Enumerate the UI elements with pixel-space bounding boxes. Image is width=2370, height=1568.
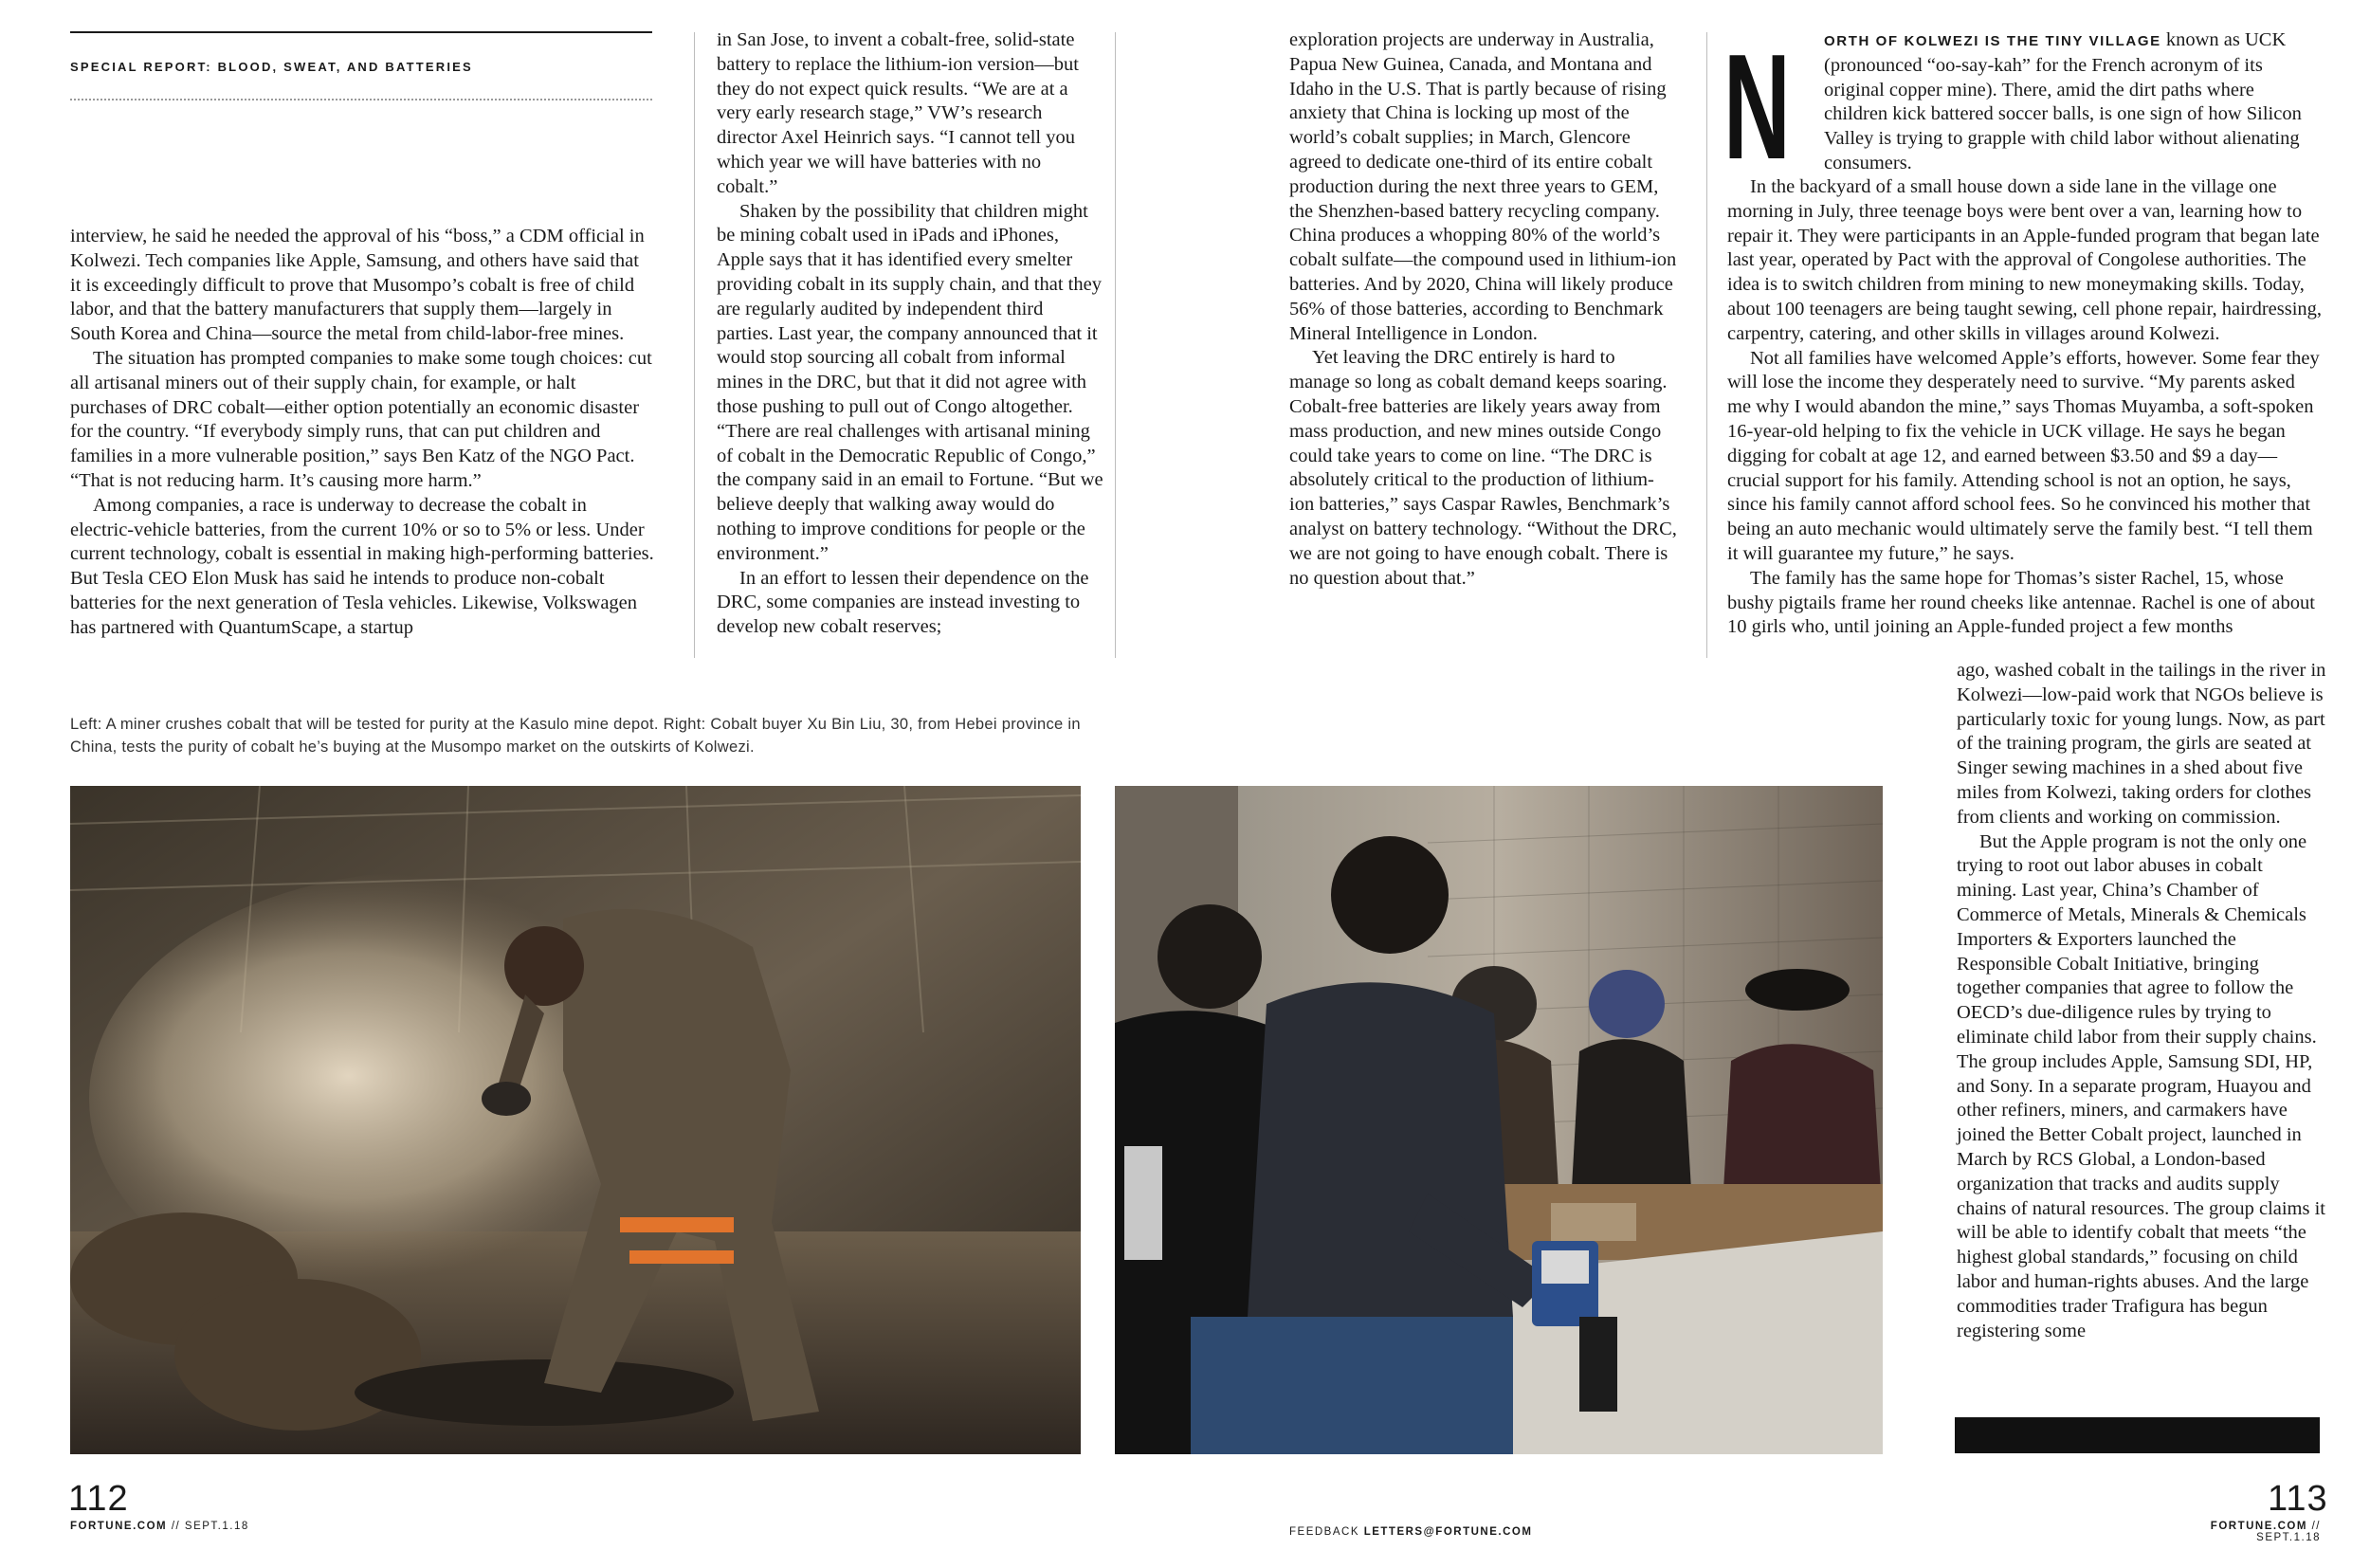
footer-left: [70, 1521, 249, 1532]
feedback-line: [1289, 1526, 1532, 1538]
paragraph: interview, he said he needed the approval of his “boss,” a CDM official in Kolwezi. Tech companies like Apple, Samsung, and others have said that it is exceedingly difficult to prove that Musompo’s cobalt is free of child labor, and that the battery manufacturers that supply them—largely in South Korea and China—source the metal from child-labor-free mines.: [70, 226, 645, 345]
column-1: [70, 225, 654, 641]
gutter-line: [1115, 32, 1116, 658]
paragraph: in San Jose, to invent a cobalt-free, solid-state battery to replace the lithium-ion version—but they do not expect quick results. “We are at a very early research stage,” VW’s research director Axel Heinrich says. “I cannot tell you which year we will have batteries with no cobalt.”: [717, 29, 1079, 197]
lead-text: known as UCK (pronounced “oo-say-kah” for the French acronym of its original copper mine). There, amid the dirt paths where children kick battered soccer balls, is one sign of how Silicon Valley is trying to grapple with child labor without alienating consumers.: [1824, 29, 2302, 173]
black-bar: [1955, 1417, 2320, 1453]
photo-cobalt-buyer-testing: [1115, 786, 1883, 1454]
footer-site: FORTUNE.COM: [2210, 1521, 2307, 1532]
footer-date: // SEPT.1.18: [171, 1521, 249, 1532]
column-4-lead: [1824, 28, 2323, 176]
paragraph: ago, washed cobalt in the tailings in the river in Kolwezi—low-paid work that NGOs believe is particularly toxic for young lungs. Now, as part of the training program, the girls are seated at Singer sewing machines in a shed about five miles from Kolwezi, taking orders for clothes from clients and working on commission.: [1957, 660, 2326, 828]
column-divider: [1706, 32, 1707, 658]
kicker-dotted-rule: [70, 99, 652, 100]
page-number-right: 113: [2268, 1479, 2328, 1519]
column-5: [1957, 659, 2326, 1343]
kicker-top-rule: [70, 31, 652, 33]
paragraph: But the Apple program is not the only one trying to root out labor abuses in cobalt mining. Last year, China’s Chamber of Commerce of Metals, Minerals & Chemicals Importers & Exporters launched the Responsible Cobalt Initiative, bringing together companies that agree to follow the OECD’s due-diligence rules by trying to eliminate child labor from their supply chains. The group includes Apple, Samsung SDI, HP, and Sony. In a separate program, Huayou and other refiners, miners, and carmakers have joined the Better Cobalt project, launched in March by RCS Global, a London-based organization that tracks and audits supply chains of natural resources. The group claims it will be able to identify cobalt that meets “the highest global standards,” focusing on child labor and human-rights abuses. And the large commodities trader Trafigura has begun registering some: [1957, 830, 2325, 1341]
lead-caps: ORTH OF KOLWEZI IS THE TINY VILLAGE: [1824, 33, 2161, 49]
paragraph: Among companies, a race is underway to decrease the cobalt in electric-vehicle batteries, from the current 10% or so to 5% or less. Under current technology, cobalt is essential in making high-performing batteries. But Tesla CEO Elon Musk has said he intends to produce non-cobalt batteries for the next generation of Tesla vehicles. Likewise, Volkswagen has partnered with QuantumScape, a startup: [70, 494, 654, 638]
paragraph: In the backyard of a small house down a side lane in the village one morning in July, three teenage boys were bent over a van, learning how to repair it. They were participants in an Apple-funded program that began late last year, operated by Pact with the approval of Congolese authorities. The idea is to switch children from mining to new moneymaking skills. Today, about 100 teenagers are being taught sewing, cell phone repair, hairdressing, carpentry, catering, and other skills in villages around Kolwezi.: [1727, 176, 2323, 344]
paragraph: The situation has prompted companies to make some tough choices: cut all artisanal miners out of their supply chain, for example, or halt purchases of DRC cobalt—either option potentially an economic disaster for the country. “If everybody simply runs, that can put children and families in a more vulnerable position,” says Ben Katz of the NGO Pact. “That is not reducing harm. It’s causing more harm.”: [70, 347, 652, 491]
paragraph: In an effort to lessen their dependence on the DRC, some companies are instead investing to develop new cobalt reserves;: [717, 567, 1089, 638]
drop-cap: N: [1723, 24, 1791, 191]
feedback-label: FEEDBACK: [1289, 1526, 1359, 1538]
paragraph: exploration projects are underway in Australia, Papua New Guinea, Canada, and Montana and Idaho in the U.S. That is partly because of rising anxiety that China is locking up most of the world’s cobalt supplies; in March, Glencore agreed to dedicate one-third of its entire cobalt production during the next three years to GEM, the Shenzhen-based battery recycling company. China produces a whopping 80% of the world’s cobalt sulfate—the compound used in lithium-ion batteries. And by 2020, China will likely produce 56% of those batteries, according to Benchmark Mineral Intelligence in London.: [1289, 29, 1677, 344]
column-2: [717, 28, 1103, 640]
photo-miner-crushing-cobalt: [70, 786, 1081, 1454]
paragraph: Shaken by the possibility that children might be mining cobalt used in iPads and iPhones, Apple says that it has identified every smelter providing cobalt in its supply chain, and that they are regularly audited by independent third parties. Last year, the company announced that it would stop sourcing all cobalt from informal mines in the DRC, but that it did not agree with those pushing to pull out of Congo altogether. “There are real challenges with artisanal mining of cobalt in the Democratic Republic of Congo,” the company said in an email to Fortune. “But we believe deeply that walking away would do nothing to improve conditions for people or the environment.”: [717, 200, 1103, 564]
footer-right: [2142, 1521, 2321, 1543]
column-4: [1727, 175, 2323, 640]
lead-paragraph: [1824, 28, 2323, 176]
section-kicker: SPECIAL REPORT: BLOOD, SWEAT, AND BATTERIES: [70, 60, 473, 74]
paragraph: Not all families have welcomed Apple’s efforts, however. Some fear they will lose the income they desperately need to survive. “My parents asked me why I would abandon the mine,” says Thomas Muyamba, a soft-spoken 16-year-old helping to fix the vehicle in UCK village. He says he began digging for cobalt at age 12, and earned between $3.50 and $9 a day—crucial support for his family. Attending school is not an option, he says, since his family cannot afford school fees. So he convinced his mother that being an auto mechanic would ultimately serve the family best. “I tell them it will guarantee my future,” he says.: [1727, 347, 2320, 564]
feedback-email[interactable]: LETTERS@FORTUNE.COM: [1363, 1526, 1533, 1538]
column-3: [1289, 28, 1678, 591]
footer-date: // SEPT.1.18: [2256, 1521, 2321, 1543]
page-number-left: 112: [68, 1479, 129, 1519]
footer-site: FORTUNE.COM: [70, 1521, 168, 1532]
column-divider: [694, 32, 695, 658]
photo-caption: Left: A miner crushes cobalt that will be tested for purity at the Kasulo mine depot. Right: Cobalt buyer Xu Bin Liu, 30, from Hebei province in China, tests the purity of cobalt he’s buying at the Musompo market on the outskirts of Kolwezi.: [70, 716, 1081, 756]
paragraph: Yet leaving the DRC entirely is hard to manage so long as cobalt demand keeps soaring. Cobalt-free batteries are likely years away from mass production, and new mines outside Congo could take years to come on line. “The DRC is absolutely critical to the production of lithium-ion batteries,” says Caspar Rawles, Benchmark’s analyst on battery technology. “Without the DRC, we are not going to have enough cobalt. There is no question about that.”: [1289, 347, 1677, 589]
paragraph: The family has the same hope for Thomas’s sister Rachel, 15, whose bushy pigtails frame her round cheeks like antennae. Rachel is one of about 10 girls who, until joining an Apple-funded project a few months: [1727, 567, 2315, 638]
